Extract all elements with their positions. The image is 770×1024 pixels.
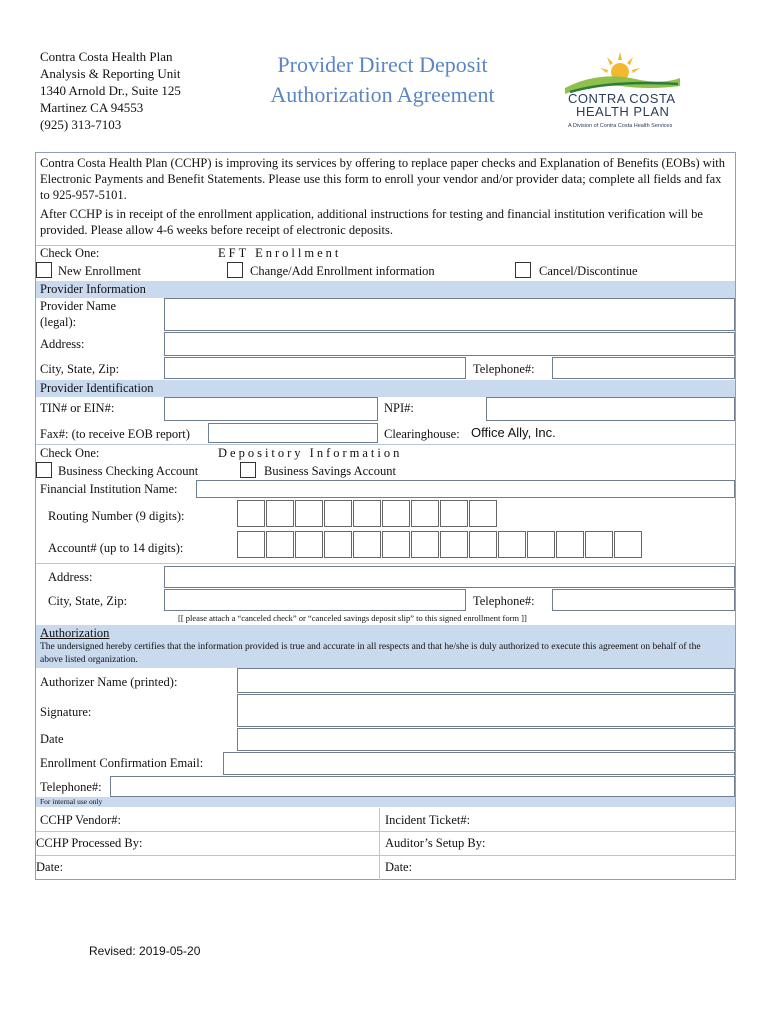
routing-digit[interactable] bbox=[324, 500, 352, 527]
clearinghouse-value: Office Ally, Inc. bbox=[471, 425, 556, 440]
provider-address-label: Address: bbox=[40, 337, 85, 351]
routing-digit[interactable] bbox=[266, 500, 294, 527]
account-number-boxes bbox=[237, 531, 643, 558]
account-digit[interactable] bbox=[527, 531, 555, 558]
account-digit[interactable] bbox=[324, 531, 352, 558]
depository-heading: Depository Information bbox=[218, 446, 403, 460]
routing-digit[interactable] bbox=[295, 500, 323, 527]
account-digit[interactable] bbox=[498, 531, 526, 558]
authorization-bar bbox=[36, 625, 735, 668]
canceled-check-note: [[ please attach a “canceled check” or “canceled savings deposit slip” to this signed enrollment form ]] bbox=[178, 613, 527, 623]
auth-telephone-field[interactable] bbox=[110, 776, 735, 797]
bank-telephone-label: Telephone#: bbox=[473, 594, 535, 608]
business-savings-label: Business Savings Account bbox=[264, 464, 396, 478]
account-digit[interactable] bbox=[440, 531, 468, 558]
provider-id-bar bbox=[36, 380, 735, 397]
return-address bbox=[40, 48, 181, 133]
account-digit[interactable] bbox=[411, 531, 439, 558]
depository-check-one-label: Check One: bbox=[40, 446, 100, 460]
account-digit[interactable] bbox=[614, 531, 642, 558]
auth-telephone-label: Telephone#: bbox=[40, 780, 102, 794]
provider-city-field[interactable] bbox=[164, 357, 466, 379]
routing-digit[interactable] bbox=[411, 500, 439, 527]
new-enrollment-checkbox[interactable] bbox=[36, 262, 52, 278]
fax-label: Fax#: (to receive EOB report) bbox=[40, 427, 190, 441]
check-one-label: Check One: bbox=[40, 246, 100, 260]
confirmation-email-field[interactable] bbox=[223, 752, 735, 775]
internal-use-heading: For internal use only bbox=[40, 797, 103, 806]
authorization-heading: Authorization bbox=[40, 626, 110, 640]
eft-enrollment-heading: EFT Enrollment bbox=[218, 246, 342, 260]
revised-date: Revised: 2019-05-20 bbox=[89, 944, 201, 958]
logo-subtitle: A Division of Contra Costa Health Services bbox=[568, 123, 673, 129]
account-digit[interactable] bbox=[556, 531, 584, 558]
authorizer-name-field[interactable] bbox=[237, 668, 735, 693]
provider-city-label: City, State, Zip: bbox=[40, 362, 120, 376]
intro-paragraph-2: After CCHP is in receipt of the enrollment application, additional instructions for testing and financial institution verification will be provided. Please allow 4-6 weeks before receipt of electronic deposits. bbox=[40, 207, 703, 237]
intro-paragraph-1: Contra Costa Health Plan (CCHP) is improving its services by offering to replace paper checks and Explanation of Benefits (EOBs) with Electronic Payments and Benefit Statements. Please use this form to enroll your vendor and/or provider data; complete all fields and fax to 925-957-5101. bbox=[40, 156, 726, 202]
provider-name-label-1: Provider Name bbox=[40, 299, 117, 313]
account-digit[interactable] bbox=[353, 531, 381, 558]
processed-by-label: CCHP Processed By: bbox=[36, 836, 143, 850]
account-digit[interactable] bbox=[585, 531, 613, 558]
cchp-logo-icon bbox=[560, 46, 685, 132]
routing-digit[interactable] bbox=[353, 500, 381, 527]
org-unit: Analysis & Reporting Unit bbox=[40, 66, 181, 81]
routing-digit[interactable] bbox=[440, 500, 468, 527]
cancel-enrollment-checkbox[interactable] bbox=[515, 262, 531, 278]
org-city: Martinez CA 94553 bbox=[40, 100, 144, 115]
intro-text bbox=[40, 155, 730, 238]
confirmation-email-label: Enrollment Confirmation Email: bbox=[40, 756, 204, 770]
routing-digit[interactable] bbox=[382, 500, 410, 527]
routing-digit[interactable] bbox=[237, 500, 265, 527]
account-digit[interactable] bbox=[266, 531, 294, 558]
npi-field[interactable] bbox=[486, 397, 735, 421]
provider-name-field[interactable] bbox=[164, 298, 735, 331]
npi-label: NPI#: bbox=[384, 401, 414, 415]
account-digit[interactable] bbox=[469, 531, 497, 558]
bank-address-field[interactable] bbox=[164, 566, 735, 588]
page-title bbox=[250, 50, 515, 110]
auditor-setup-label: Auditor’s Setup By: bbox=[385, 836, 486, 850]
provider-telephone-field[interactable] bbox=[552, 357, 735, 379]
account-digit[interactable] bbox=[237, 531, 265, 558]
bank-address-label: Address: bbox=[48, 570, 93, 584]
tin-label: TIN# or EIN#: bbox=[40, 401, 115, 415]
routing-digit[interactable] bbox=[469, 500, 497, 527]
signature-field[interactable] bbox=[237, 694, 735, 727]
signature-label: Signature: bbox=[40, 705, 92, 719]
bank-city-field[interactable] bbox=[164, 589, 466, 611]
cancel-enrollment-label: Cancel/Discontinue bbox=[539, 264, 638, 278]
business-checking-label: Business Checking Account bbox=[58, 464, 199, 478]
routing-number-boxes bbox=[237, 500, 497, 527]
provider-name-label-2: (legal): bbox=[40, 315, 77, 329]
title-line-1: Provider Direct Deposit bbox=[277, 52, 488, 77]
institution-field[interactable] bbox=[196, 480, 735, 498]
routing-label: Routing Number (9 digits): bbox=[48, 509, 185, 523]
account-digit[interactable] bbox=[382, 531, 410, 558]
change-enrollment-label: Change/Add Enrollment information bbox=[250, 264, 435, 278]
provider-telephone-label: Telephone#: bbox=[473, 362, 535, 376]
business-checking-checkbox[interactable] bbox=[36, 462, 52, 478]
org-phone: (925) 313-7103 bbox=[40, 117, 122, 132]
logo-line-1: CONTRA COSTA bbox=[568, 91, 676, 106]
title-line-2: Authorization Agreement bbox=[270, 82, 495, 107]
new-enrollment-label: New Enrollment bbox=[58, 264, 141, 278]
provider-info-bar bbox=[36, 281, 735, 298]
authorization-statement: The undersigned hereby certifies that the information provided is true and accurate in all respects and that he/she is duly authorized to execute this agreement on behalf of the above listed organization. bbox=[40, 642, 701, 665]
provider-id-heading: Provider Identification bbox=[40, 381, 154, 395]
change-enrollment-checkbox[interactable] bbox=[227, 262, 243, 278]
logo-line-2: HEALTH PLAN bbox=[576, 104, 670, 119]
auth-date-field[interactable] bbox=[237, 728, 735, 751]
account-digit[interactable] bbox=[295, 531, 323, 558]
business-savings-checkbox[interactable] bbox=[240, 462, 256, 478]
logo-wordmark bbox=[568, 92, 678, 118]
bank-city-label: City, State, Zip: bbox=[48, 594, 128, 608]
clearinghouse-label: Clearinghouse: bbox=[384, 427, 460, 441]
bank-telephone-field[interactable] bbox=[552, 589, 735, 611]
provider-address-field[interactable] bbox=[164, 332, 735, 356]
account-label: Account# (up to 14 digits): bbox=[48, 541, 184, 555]
provider-info-heading: Provider Information bbox=[40, 282, 146, 296]
tin-field[interactable] bbox=[164, 397, 378, 421]
fax-field[interactable] bbox=[208, 423, 378, 443]
internal-use-bar bbox=[36, 797, 735, 807]
internal-date-right-label: Date: bbox=[385, 860, 413, 874]
auth-date-label: Date bbox=[40, 732, 64, 746]
cchp-vendor-label: CCHP Vendor#: bbox=[40, 813, 121, 827]
org-street: 1340 Arnold Dr., Suite 125 bbox=[40, 83, 181, 98]
incident-ticket-label: Incident Ticket#: bbox=[385, 813, 471, 827]
org-name: Contra Costa Health Plan bbox=[40, 49, 173, 64]
internal-date-left-label: Date: bbox=[36, 860, 64, 874]
institution-label: Financial Institution Name: bbox=[40, 482, 178, 496]
authorizer-name-label: Authorizer Name (printed): bbox=[40, 675, 178, 689]
